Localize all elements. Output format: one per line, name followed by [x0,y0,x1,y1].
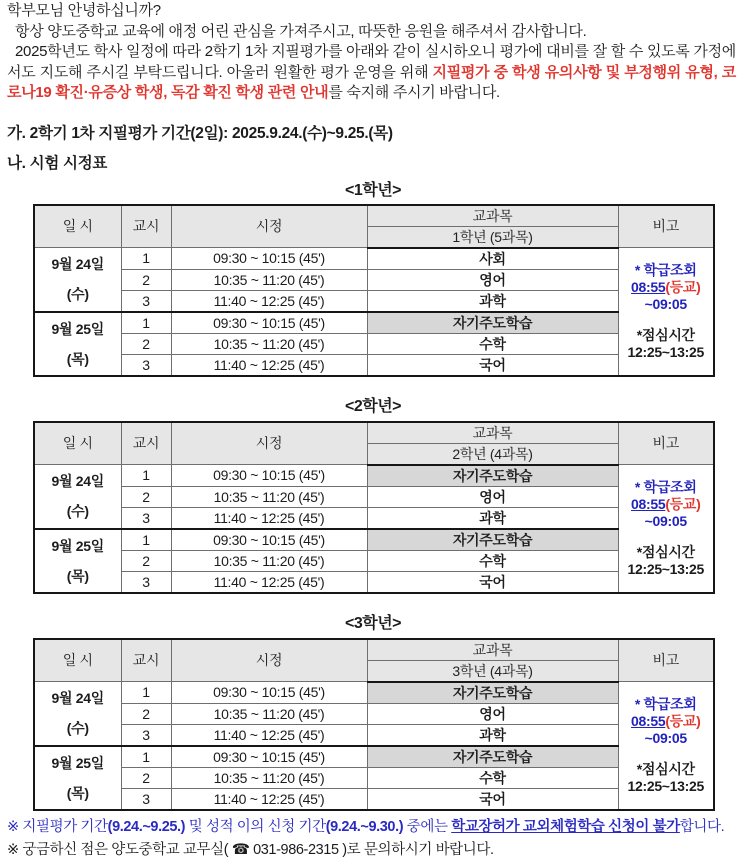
thanks-text: 항상 양도중학교 교육에 애정 어린 관심을 가져주시고, 따뜻한 응원을 해주셔서 감사합니다. [15,22,587,40]
period-cell: 3 [121,788,171,810]
col-header-datetime: 일 시 [34,422,121,465]
col-header-period: 교시 [121,639,171,682]
class-meeting-time [619,279,714,296]
class-meeting-note [619,479,714,530]
meeting-paren: (등교) [665,278,701,295]
period-cell: 3 [121,290,171,312]
table-row [34,746,714,768]
period-cell: 1 [121,746,171,768]
footer-note-contact: ※ 궁금하신 점은 양도중학교 교무실( ☎ 031-986-2315 )로 문의하시기 바랍니다. [7,841,494,858]
table-row [34,767,714,788]
header-row [34,205,714,227]
note-content [619,696,714,795]
weekday-text: (수) [66,720,89,737]
grade2-table-block [33,393,713,594]
date-text: 9월 25일 [51,537,104,554]
subject-cell: 국어 [367,354,618,376]
meeting-paren: (등교) [665,712,701,729]
grade2-table-title: <2학년> [345,397,401,415]
grade1-table-block [33,177,713,377]
time-cell: 11:40 ~ 12:25 (45') [171,290,367,312]
time-cell: 10:35 ~ 11:20 (45') [171,269,367,290]
table-row [34,507,714,529]
class-meeting-until: ~09:05 [644,295,687,312]
subject-cell: 국어 [367,571,618,593]
col-header-note: 비고 [618,422,714,465]
table-row [34,290,714,312]
footer-note1-text: 중에는 [403,818,452,835]
col-header-note: 비고 [618,205,714,248]
lunch-label: *점심시간 [636,760,695,777]
subject-cell: 영어 [367,703,618,724]
date-cell-day1 [34,248,121,312]
col-header-note: 비고 [618,639,714,682]
period-cell: 2 [121,333,171,354]
time-cell: 11:40 ~ 12:25 (45') [171,788,367,810]
period-cell: 3 [121,571,171,593]
subject-cell: 영어 [367,269,618,290]
table-row [34,465,714,487]
weekday-text: (목) [66,350,89,367]
time-cell: 09:30 ~ 10:15 (45') [171,465,367,487]
table-row [34,354,714,376]
footer-note1-text: ※ 지필평가 기간 [7,818,108,835]
class-meeting-title: * 학급조회 [634,261,697,278]
time-cell: 09:30 ~ 10:15 (45') [171,746,367,768]
table-row [34,486,714,507]
period-cell: 3 [121,507,171,529]
class-meeting-title: * 학급조회 [634,478,697,495]
weekday-text: (수) [66,286,89,303]
exam-table-grade2 [33,421,715,594]
table-row [34,312,714,334]
lunch-time: 12:25~13:25 [627,560,704,577]
class-meeting-until: ~09:05 [644,512,687,529]
header-row [34,639,714,661]
paragraph-start: 2025학년도 학사 일정에 따라 2학기 1차 지필평가를 아래와 같이 실시하오니 평가에 대비를 잘 할 수 있도록 가정에서도 지도해 주시길 부탁드립니다. 아울러 원활한 평가 운영을 위해 [7,43,736,81]
period-cell: 2 [121,486,171,507]
col-header-subject: 교과목 [367,205,618,227]
period-cell: 1 [121,248,171,270]
date-cell-day1 [34,465,121,529]
lunch-time: 12:25~13:25 [627,777,704,794]
period-cell: 1 [121,682,171,704]
grade1-table-title: <1학년> [345,181,401,199]
col-header-subject-sub: 1학년 (5과목) [367,226,618,248]
subject-cell: 과학 [367,507,618,529]
subject-cell-self-study: 자기주도학습 [367,529,618,551]
col-header-period: 교시 [121,205,171,248]
meeting-time: 08:55 [631,712,666,729]
meeting-paren: (등교) [665,495,701,512]
lunch-label: *점심시간 [636,543,695,560]
time-cell: 10:35 ~ 11:20 (45') [171,486,367,507]
exam-table-grade1 [33,204,715,377]
meeting-time: 08:55 [631,278,666,295]
time-cell: 10:35 ~ 11:20 (45') [171,767,367,788]
date-text: 9월 25일 [51,754,104,771]
subject-cell: 수학 [367,767,618,788]
time-cell: 10:35 ~ 11:20 (45') [171,333,367,354]
subject-cell: 수학 [367,333,618,354]
col-header-subject: 교과목 [367,639,618,661]
period-cell: 2 [121,269,171,290]
main-paragraph [7,42,736,104]
col-header-time: 시정 [171,205,367,248]
class-meeting-note [619,262,714,313]
table-row [34,788,714,810]
time-cell: 09:30 ~ 10:15 (45') [171,529,367,551]
footer-note1-text: 및 성적 이의 신청 기간 [185,818,326,835]
table-row [34,550,714,571]
table-row [34,333,714,354]
meeting-time: 08:55 [631,495,666,512]
subject-cell: 영어 [367,486,618,507]
class-meeting-note [619,696,714,747]
date-cell-day2 [34,746,121,810]
footer-note1-period1: (9.24.~9.25.) [107,818,186,835]
lunch-note [619,327,714,361]
section-b-timetable: 나. 시험 시정표 [7,154,108,172]
footer-notes [7,818,736,860]
subject-cell: 수학 [367,550,618,571]
subject-cell-self-study: 자기주도학습 [367,465,618,487]
date-cell-day1 [34,682,121,746]
col-header-period: 교시 [121,422,171,465]
period-cell: 3 [121,354,171,376]
header-row [34,422,714,444]
weekday-text: (수) [66,503,89,520]
footer-note1-period2: (9.24.~9.30.) [325,818,404,835]
time-cell: 09:30 ~ 10:15 (45') [171,312,367,334]
class-meeting-time [619,713,714,730]
footer-note1-emphasis: 학교장허가 교외체험학습 신청이 불가 [451,818,680,835]
col-header-datetime: 일 시 [34,639,121,682]
class-meeting-until: ~09:05 [644,729,687,746]
note-cell [618,465,714,593]
exam-table-grade3 [33,638,715,811]
date-text: 9월 25일 [51,320,104,337]
col-header-datetime: 일 시 [34,205,121,248]
subject-cell: 과학 [367,290,618,312]
period-cell: 2 [121,550,171,571]
paragraph-end: 를 숙지해 주시기 바랍니다. [328,84,500,101]
time-cell: 11:40 ~ 12:25 (45') [171,571,367,593]
period-cell: 2 [121,767,171,788]
date-cell-day2 [34,312,121,376]
lunch-note [619,761,714,795]
table-row [34,571,714,593]
subject-cell-self-study: 자기주도학습 [367,746,618,768]
subject-cell: 과학 [367,724,618,746]
time-cell: 10:35 ~ 11:20 (45') [171,550,367,571]
class-meeting-title: * 학급조회 [634,695,697,712]
date-text: 9월 24일 [51,690,104,707]
section-a-exam-period: 가. 2학기 1차 지필평가 기간(2일): 2025.9.24.(수)~9.25.(목) [7,124,393,142]
grade3-table-block [33,610,713,811]
subject-cell-self-study: 자기주도학습 [367,312,618,334]
note-content [619,479,714,578]
subject-cell-self-study: 자기주도학습 [367,682,618,704]
lunch-note [619,544,714,578]
table-row [34,724,714,746]
table-row [34,248,714,270]
weekday-text: (목) [66,567,89,584]
time-cell: 10:35 ~ 11:20 (45') [171,703,367,724]
footer-note1-text: 합니다. [679,818,725,835]
period-cell: 3 [121,724,171,746]
period-cell: 1 [121,529,171,551]
time-cell: 09:30 ~ 10:15 (45') [171,248,367,270]
footer-note-restriction [7,818,736,837]
time-cell: 11:40 ~ 12:25 (45') [171,507,367,529]
col-header-subject-sub: 3학년 (4과목) [367,660,618,682]
subject-cell: 사회 [367,248,618,270]
thanks-line [7,22,736,43]
subject-cell: 국어 [367,788,618,810]
greeting-line [7,1,736,22]
greeting-text: 학부모님 안녕하십니까? [7,2,161,19]
lunch-time: 12:25~13:25 [627,343,704,360]
col-header-subject: 교과목 [367,422,618,444]
intro-paragraphs [7,1,736,104]
date-text: 9월 24일 [51,473,104,490]
date-cell-day2 [34,529,121,593]
table-row [34,703,714,724]
note-cell [618,682,714,810]
class-meeting-time [619,496,714,513]
col-header-time: 시정 [171,422,367,465]
period-cell: 1 [121,465,171,487]
col-header-time: 시정 [171,639,367,682]
lunch-label: *점심시간 [636,326,695,343]
time-cell: 11:40 ~ 12:25 (45') [171,354,367,376]
grade3-table-title: <3학년> [345,614,401,632]
col-header-subject-sub: 2학년 (4과목) [367,443,618,465]
paragraph-red-warning: 지필평가 중 학생 유의사항 및 부정행위 유형, 코로나19 확진·유증상 학생, 독감 확진 학생 관련 안내 [7,63,736,101]
weekday-text: (목) [66,784,89,801]
note-content [619,262,714,361]
period-cell: 1 [121,312,171,334]
table-row [34,529,714,551]
note-cell [618,248,714,376]
period-cell: 2 [121,703,171,724]
time-cell: 09:30 ~ 10:15 (45') [171,682,367,704]
date-text: 9월 24일 [51,256,104,273]
time-cell: 11:40 ~ 12:25 (45') [171,724,367,746]
table-row [34,269,714,290]
table-row [34,682,714,704]
